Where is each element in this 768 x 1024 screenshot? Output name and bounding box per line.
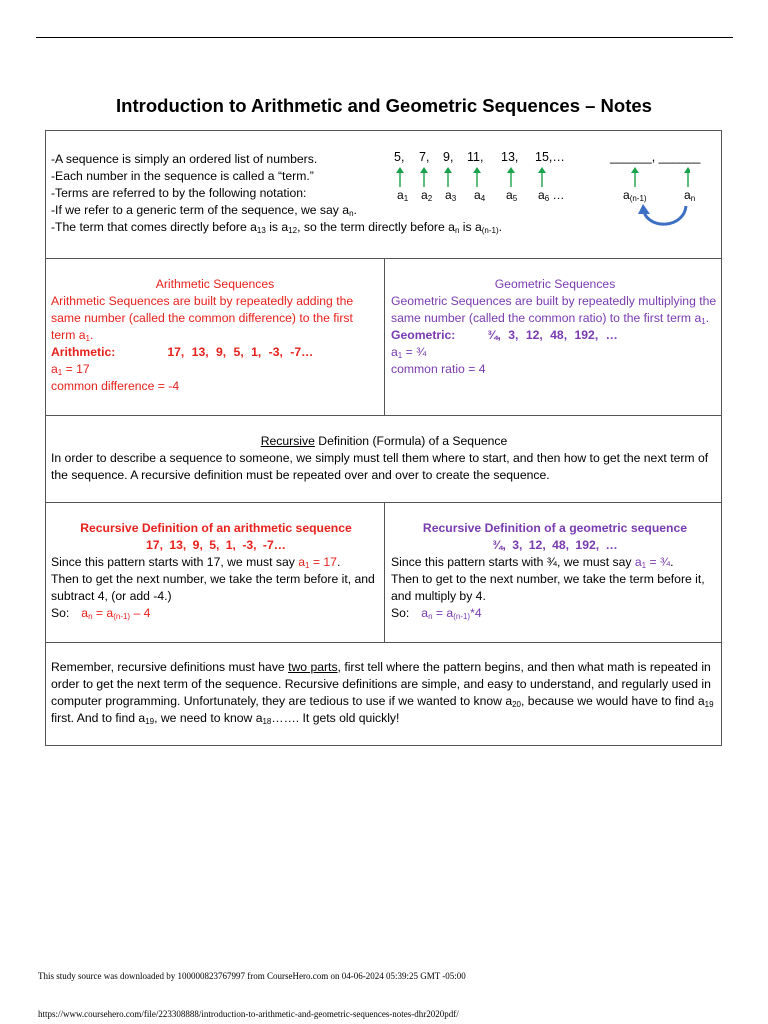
arithmetic-example: Arithmetic: 17, 13, 9, 5, 1, -3, -7… bbox=[51, 345, 314, 359]
up-arrow-icon bbox=[444, 167, 452, 187]
sequence-term: 7, bbox=[419, 150, 430, 164]
sequence-term: 15,… bbox=[535, 150, 565, 164]
term-label: $a_6$ … bbox=[538, 188, 565, 203]
recursive-geometric-formula: So: $a_n = a_{(n-1)}*4$ bbox=[391, 606, 482, 621]
recursive-geometric-start: Since this pattern starts with ¾, we must say $a_1$ = ¾. bbox=[391, 555, 674, 570]
term-label: $a_5$ bbox=[506, 188, 518, 203]
term-label: $a_1$ bbox=[397, 188, 409, 203]
download-notice: This study source was downloaded by 100000823767997 from CourseHero.com on 04-06-2024 05:39:25 GMT -05:00 bbox=[38, 971, 466, 981]
page-title: Introduction to Arithmetic and Geometric Sequences – Notes bbox=[116, 95, 652, 116]
recursive-arithmetic-section bbox=[51, 520, 381, 622]
generic-label-n: $a_n$ bbox=[684, 188, 696, 203]
recursive-geometric-step: Then to get to the next number, we take the term before it, and multiply by 4. bbox=[391, 572, 705, 603]
recursive-section bbox=[51, 433, 717, 484]
up-arrow-icon bbox=[396, 167, 404, 187]
arithmetic-section bbox=[51, 276, 379, 395]
intro-line: -A sequence is simply an ordered list of numbers. bbox=[51, 152, 318, 166]
up-arrow-icon bbox=[684, 167, 690, 187]
intro-line: -If we refer to a generic term of the sequence, we say $a_n$. bbox=[51, 203, 357, 218]
top-rule bbox=[36, 37, 733, 38]
common-ratio: common ratio = 4 bbox=[391, 362, 486, 376]
divider bbox=[45, 642, 722, 643]
up-arrows bbox=[390, 165, 690, 189]
recursive-arithmetic-step: Then to get the next number, we take the term before it, and subtract 4, (or add -4.) bbox=[51, 572, 375, 603]
sequence-term: 5, bbox=[394, 150, 405, 164]
geometric-example: Geometric: ¾, 3, 12, 48, 192, … bbox=[391, 328, 618, 342]
up-arrow-icon bbox=[473, 167, 481, 187]
term-label: $a_4$ bbox=[474, 188, 486, 203]
geometric-first-term: $a_1$ = ¾ bbox=[391, 345, 427, 360]
arithmetic-description: Arithmetic Sequences are built by repeatedly adding the same number (called the common difference) to the first term $a_1$. bbox=[51, 294, 354, 343]
sequence-term: 11, bbox=[467, 150, 484, 164]
geometric-heading: Geometric Sequences bbox=[494, 277, 616, 291]
divider bbox=[384, 258, 385, 415]
recursive-arithmetic-heading: Recursive Definition of an arithmetic sequence bbox=[80, 521, 352, 535]
recursive-arithmetic-start: Since this pattern starts with 17, we must say $a_1 = 17$. bbox=[51, 555, 341, 570]
intro-line: -Terms are referred to by the following notation: bbox=[51, 186, 307, 200]
curved-arrow-icon bbox=[636, 200, 696, 234]
recursive-arithmetic-sequence: 17, 13, 9, 5, 1, -3, -7… bbox=[146, 538, 286, 552]
source-url[interactable]: https://www.coursehero.com/file/223308888/introduction-to-arithmetic-and-geometric-sequences-notes-dhr2020pdf/ bbox=[38, 1009, 459, 1019]
up-arrow-icon bbox=[507, 167, 515, 187]
generic-label-previous: $a_{(n-1)}$ bbox=[623, 188, 647, 203]
arithmetic-heading: Arithmetic Sequences bbox=[155, 277, 275, 291]
divider bbox=[384, 502, 385, 642]
intro-line: -Each number in the sequence is called a “term.” bbox=[51, 169, 314, 183]
generic-blanks: ______, ______ bbox=[610, 150, 701, 164]
term-label: $a_3$ bbox=[445, 188, 457, 203]
sequence-term: 9, bbox=[443, 150, 454, 164]
intro-line: -The term that comes directly before $a_{13}$ is $a_{12}$, so the term directly before $a_n$ is $a_{(n-1)}$. bbox=[51, 220, 503, 235]
up-arrow-icon bbox=[420, 167, 428, 187]
divider bbox=[45, 415, 722, 416]
recursive-heading: Recursive Definition (Formula) of a Sequence bbox=[260, 434, 508, 448]
remember-paragraph: Remember, recursive definitions must have two parts, first tell where the pattern begins, and then what math is repeated in order to get the next term of the sequence. Recursive definitions are simple, and easy to understand, and regularly used in computer programming. Unfortunately, they are tedious to use if we wanted to know $a_{20}$, because we would have to find $a_{19}$ first. And to find $a_{19}$, we need to know $a_{18}\dots\dots$. It gets old quickly! bbox=[51, 660, 714, 726]
common-difference: common difference = -4 bbox=[51, 379, 180, 393]
up-arrow-icon bbox=[631, 167, 639, 187]
geometric-section bbox=[391, 276, 719, 378]
recursive-geometric-sequence: ¾, 3, 12, 48, 192, … bbox=[492, 538, 618, 552]
term-label: $a_2$ bbox=[421, 188, 433, 203]
recursive-body: In order to describe a sequence to someone, we simply must tell them where to start, and then how to get the next term of the sequence. A recursive definition must be repeated over and over to create the sequence. bbox=[51, 451, 709, 482]
sequence-term: 13, bbox=[501, 150, 519, 164]
arithmetic-first-term: $a_1 = 17$ bbox=[51, 362, 90, 377]
recursive-geometric-heading: Recursive Definition of a geometric sequence bbox=[422, 521, 688, 535]
recursive-arithmetic-formula: So: $a_n = a_{(n-1)} - 4$ bbox=[51, 606, 151, 621]
recursive-geometric-section bbox=[391, 520, 719, 622]
up-arrow-icon bbox=[538, 167, 546, 187]
geometric-description: Geometric Sequences are built by repeatedly multiplying the same number (called the common ratio) to the first term $a_1$. bbox=[391, 294, 717, 326]
